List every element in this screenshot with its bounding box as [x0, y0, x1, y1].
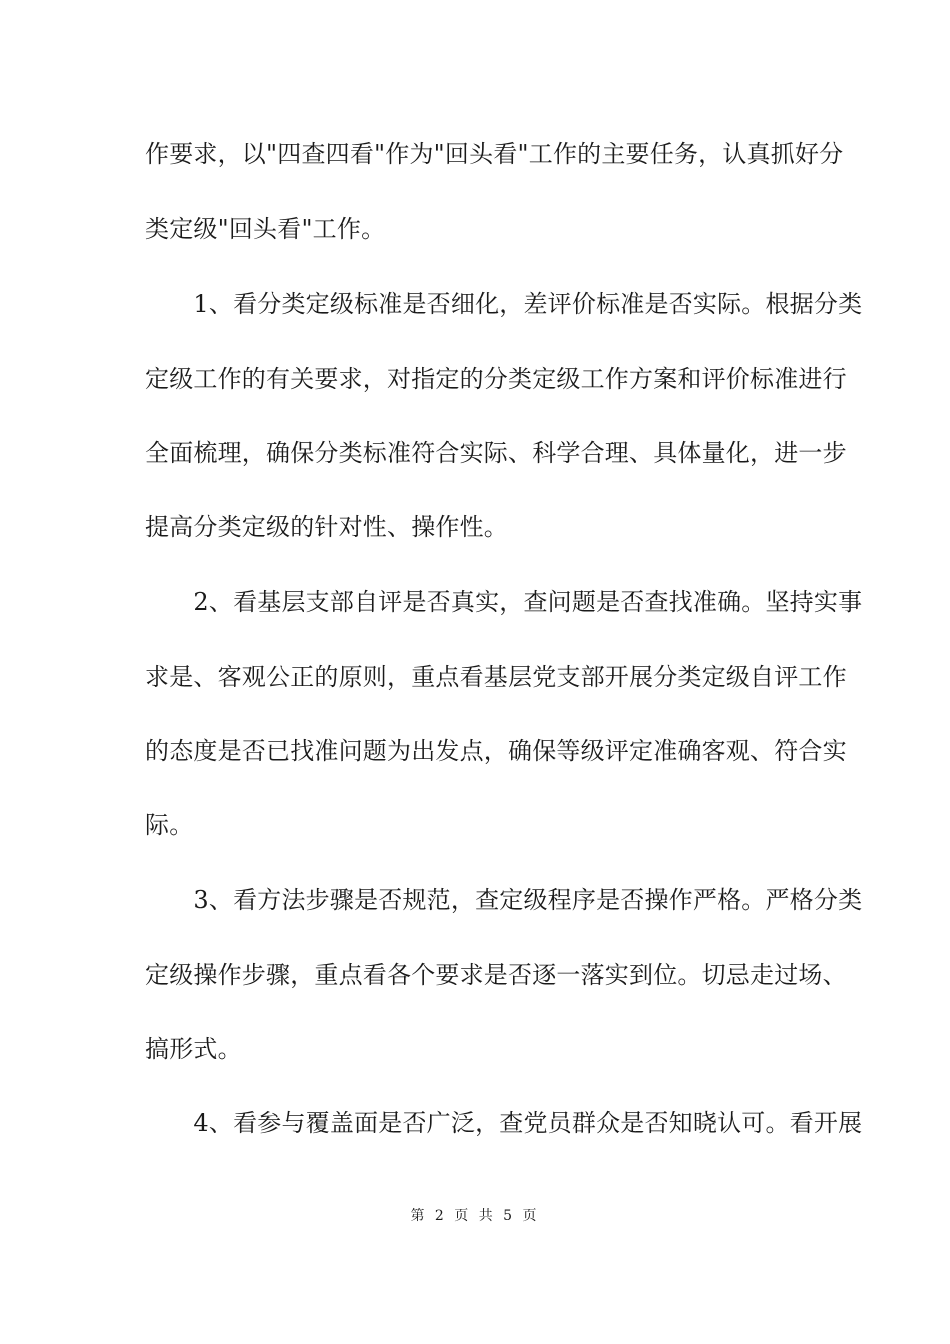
text-line: 提高分类定级的针对性、操作性。: [145, 513, 508, 541]
text-line: 搞形式。: [145, 1035, 242, 1063]
text-line: 全面梳理，确保分类标准符合实际、科学合理、具体量化，进一步: [145, 439, 847, 467]
text-line: 1、看分类定级标准是否细化，差评价标准是否实际。根据分类: [145, 290, 863, 318]
text-line: 定级操作步骤，重点看各个要求是否逐一落实到位。切忌走过场、: [145, 961, 847, 989]
page-number-footer: 第 2 页 共 5 页: [410, 1208, 540, 1224]
text-line: 际。: [145, 811, 194, 839]
text-line: 4、看参与覆盖面是否广泛，查党员群众是否知晓认可。看开展: [145, 1109, 863, 1137]
text-line: 3、看方法步骤是否规范，查定级程序是否操作严格。严格分类: [145, 886, 863, 914]
text-line: 2、看基层支部自评是否真实，查问题是否查找准确。坚持实事: [145, 588, 863, 616]
text-line: 的态度是否已找准问题为出发点，确保等级评定准确客观、符合实: [145, 737, 847, 765]
text-line: 作要求，以"四查四看"作为"回头看"工作的主要任务，认真抓好分: [145, 140, 844, 168]
text-line: 类定级"回头看"工作。: [145, 215, 386, 243]
text-line: 定级工作的有关要求，对指定的分类定级工作方案和评价标准进行: [145, 365, 847, 393]
text-line: 求是、客观公正的原则，重点看基层党支部开展分类定级自评工作: [145, 663, 847, 691]
